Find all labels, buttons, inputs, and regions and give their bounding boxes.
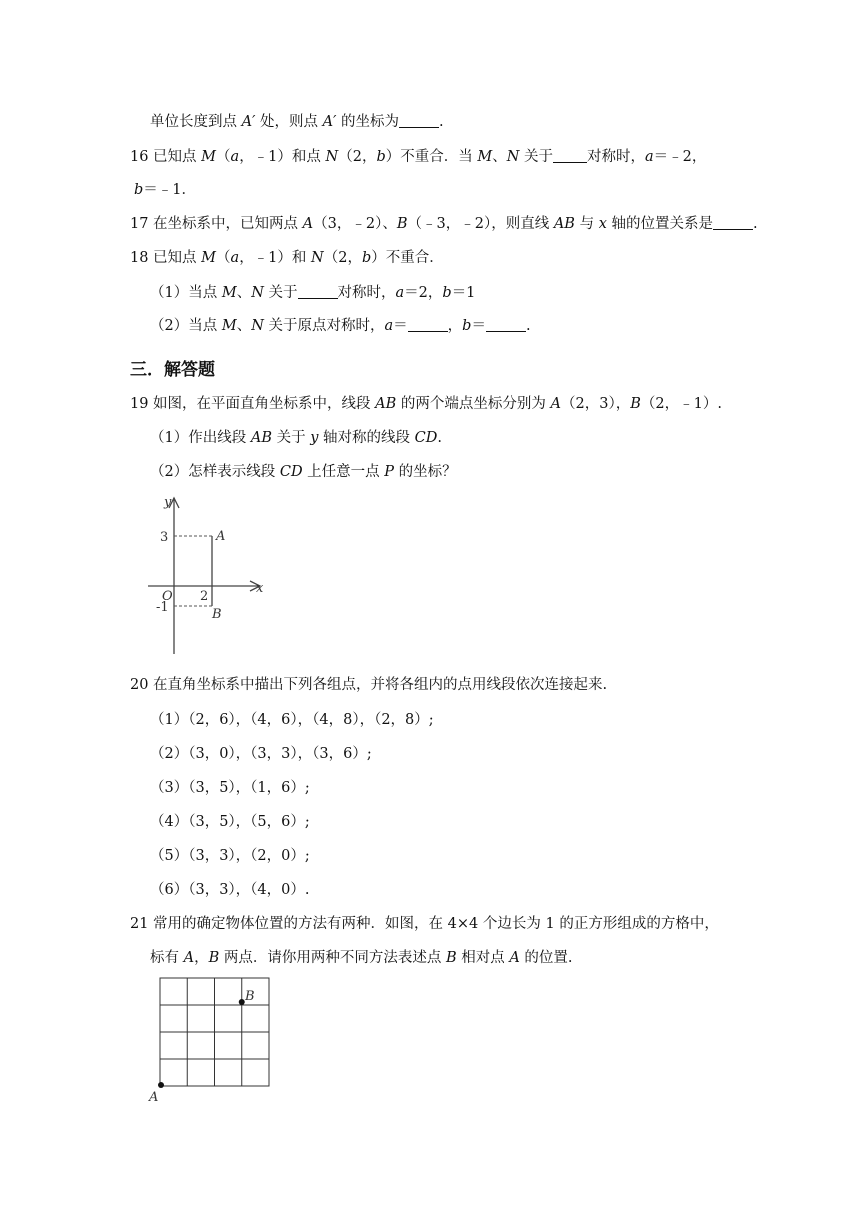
- text: 标有: [150, 950, 184, 966]
- text: ）不重合．: [371, 250, 444, 266]
- q19-coordinate-figure: [140, 492, 280, 658]
- var: a: [395, 285, 405, 301]
- var: a: [230, 149, 240, 165]
- text: （﹣3，﹣2），则直线: [407, 216, 554, 232]
- var: A: [550, 396, 562, 412]
- text: （2，: [323, 250, 362, 266]
- q16-line-2: [134, 180, 196, 200]
- var: AB: [250, 430, 272, 446]
- q17-line: [130, 214, 758, 234]
- origin-label: O: [162, 589, 173, 604]
- text: （3，﹣2）、: [313, 216, 397, 232]
- text: ，﹣1）和点: [239, 149, 326, 165]
- text: 对称时，: [337, 285, 396, 301]
- text: 的坐标？: [394, 464, 457, 480]
- var: P: [384, 464, 395, 480]
- var: b: [442, 285, 452, 301]
- var: a: [645, 149, 654, 165]
- var: M: [201, 149, 217, 165]
- tick-label-3: 3: [160, 530, 169, 545]
- var: B: [445, 950, 457, 966]
- var: A′: [322, 114, 337, 130]
- answer-blank[interactable]: [553, 148, 587, 163]
- text: .: [525, 318, 531, 334]
- text: （1）作出线段: [150, 430, 251, 446]
- var: M: [201, 250, 217, 266]
- q20-item-2: （2）（3，0），（3，3），（3，6）;: [150, 746, 372, 762]
- text: 18 已知点: [130, 250, 202, 266]
- text: ＝﹣2，: [653, 149, 707, 165]
- text: ，: [194, 950, 209, 966]
- text: 16 已知点: [130, 149, 202, 165]
- var: A: [302, 216, 314, 232]
- text: 相对点: [456, 950, 510, 966]
- answer-blank[interactable]: [713, 215, 753, 230]
- text: ＝: [393, 318, 408, 334]
- text: 关于: [519, 149, 554, 165]
- text: 、: [236, 285, 252, 301]
- point-b: [239, 999, 245, 1005]
- text: .: [438, 114, 444, 130]
- var: x: [598, 216, 607, 232]
- var: B: [396, 216, 408, 232]
- point-a-label: A: [149, 1090, 159, 1104]
- text: 关于: [271, 430, 311, 446]
- text: ，﹣1）和: [239, 250, 312, 266]
- text: ）不重合．当: [385, 149, 478, 165]
- q20-item-1: （1）（2，6），（4，6），（4，8），（2，8）;: [150, 712, 434, 728]
- var: CD: [414, 430, 438, 446]
- q18-line-1: [130, 248, 444, 268]
- var: N: [506, 149, 520, 165]
- q15-tail-line: [150, 112, 444, 132]
- var: b: [462, 318, 472, 334]
- var: AB: [375, 396, 397, 412]
- q18-part-1: [150, 283, 475, 303]
- q16-line-1: [130, 147, 706, 167]
- text: 上任意一点: [302, 464, 385, 480]
- text: ＝﹣1．: [143, 182, 197, 198]
- text: 轴对称的线段: [318, 430, 415, 446]
- point-a: [158, 1082, 164, 1088]
- text: 17 在坐标系中，已知两点: [130, 216, 303, 232]
- var: M: [221, 285, 237, 301]
- text: 两点．请你用两种不同方法表述点: [219, 950, 446, 966]
- q20-item-5: （5）（3，3），（2，0）;: [150, 848, 310, 864]
- var: b: [361, 250, 372, 266]
- tick-label-neg1: -1: [156, 600, 169, 615]
- var: M: [221, 318, 237, 334]
- text: 单位长度到点: [150, 114, 242, 130]
- q20-item-4: （4）（3，5），（5，6）;: [150, 814, 310, 830]
- y-axis-label: y: [164, 495, 172, 510]
- var: N: [325, 149, 339, 165]
- text: （2）当点: [150, 318, 222, 334]
- text: 19 如图，在平面直角坐标系中，线段: [130, 396, 376, 412]
- q20-item-6: （6）（3，3），（4，0）.: [150, 882, 310, 898]
- answer-blank[interactable]: [408, 317, 448, 332]
- text: 、: [492, 149, 507, 165]
- var: A′: [241, 114, 256, 130]
- text: 、: [236, 318, 252, 334]
- var: A: [509, 950, 520, 966]
- x-axis-label: x: [256, 581, 264, 596]
- text: ，: [447, 318, 463, 334]
- var: N: [251, 285, 264, 301]
- text: （2，: [338, 149, 377, 165]
- text: 与: [574, 216, 599, 232]
- var: b: [376, 149, 386, 165]
- var: y: [310, 430, 319, 446]
- q21-grid-figure: [146, 976, 276, 1104]
- var: A: [183, 950, 195, 966]
- text: 的位置.: [519, 950, 573, 966]
- q18-part-2: [150, 316, 531, 336]
- var: AB: [553, 216, 575, 232]
- point-b-label: B: [245, 989, 255, 1004]
- point-b-label: B: [212, 607, 222, 622]
- text: ＝2，: [404, 285, 443, 301]
- text: .: [437, 430, 442, 446]
- text: （2）怎样表示线段: [150, 464, 280, 480]
- text: （1）当点: [150, 285, 222, 301]
- text: （2，3），: [561, 396, 631, 412]
- text: 轴的位置关系是: [606, 216, 713, 232]
- answer-blank[interactable]: [486, 317, 526, 332]
- section-heading: 三．解答题: [130, 360, 215, 380]
- var: b: [134, 182, 144, 198]
- text: .: [752, 216, 758, 232]
- var: a: [384, 318, 394, 334]
- text: 关于原点对称时，: [263, 318, 385, 334]
- q19-line-1: [130, 394, 722, 414]
- q21-line-2: [150, 948, 573, 968]
- text: 关于: [263, 285, 298, 301]
- text: ＝: [471, 318, 486, 334]
- var: N: [311, 250, 324, 266]
- var: N: [251, 318, 264, 334]
- text: 的两个端点坐标分别为: [396, 396, 551, 412]
- var: a: [230, 250, 240, 266]
- text: （: [216, 250, 231, 266]
- var: M: [477, 149, 493, 165]
- text: 对称时，: [587, 149, 646, 165]
- text: ＝1: [451, 285, 476, 301]
- q19-part-1: [150, 428, 442, 448]
- text: （: [216, 149, 231, 165]
- text: 处，则点: [255, 114, 323, 130]
- var: B: [208, 950, 220, 966]
- answer-blank[interactable]: [399, 113, 439, 128]
- q21-line-1: 21 常用的确定物体位置的方法有两种．如图，在 4×4 个边长为 1 的正方形组成的方格中，: [130, 916, 719, 932]
- text: 的坐标为: [336, 114, 399, 130]
- text: （2，﹣1）.: [640, 396, 722, 412]
- tick-label-2: 2: [200, 589, 209, 604]
- answer-blank[interactable]: [298, 284, 338, 299]
- q19-part-2: [150, 462, 457, 482]
- var: B: [630, 396, 641, 412]
- var: CD: [279, 464, 303, 480]
- q20-line-1: 20 在直角坐标系中描出下列各组点，并将各组内的点用线段依次连接起来.: [130, 677, 608, 693]
- q20-item-3: （3）（3，5），（1，6）;: [150, 780, 310, 796]
- point-a-label: A: [216, 529, 226, 544]
